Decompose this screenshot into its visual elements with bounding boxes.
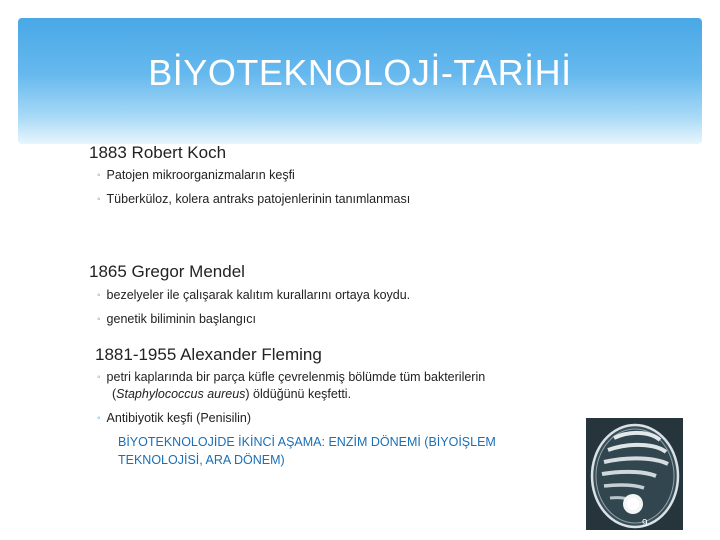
section-heading-mendel: 1865 Gregor Mendel xyxy=(89,262,245,281)
paren-open: ( xyxy=(112,387,117,401)
species-name: Staphylococcus aureus xyxy=(116,387,246,401)
bullet-icon: ◦ xyxy=(97,314,101,325)
page-number: 9 xyxy=(642,518,648,529)
list-item xyxy=(97,369,485,386)
list-item xyxy=(97,287,410,304)
bullet-text: bezelyeler ile çalışarak kalıtım kurallarını ortaya koydu. xyxy=(106,288,411,302)
bullet-icon: ◦ xyxy=(97,194,101,205)
slide-title: BİYOTEKNOLOJİ-TARİHİ xyxy=(148,52,572,93)
list-item xyxy=(97,410,251,427)
section-heading-koch: 1883 Robert Koch xyxy=(89,143,227,162)
note-line-1: BİYOTEKNOLOJİDE İKİNCİ AŞAMA: ENZİM DÖNEMİ (BİYOİŞLEM xyxy=(118,435,496,449)
bullet-icon: ◦ xyxy=(97,413,101,424)
bullet-icon: ◦ xyxy=(97,290,101,301)
bullet-text: Antibiyotik keşfi (Penisilin) xyxy=(106,411,252,425)
bullet-text: petri kaplarında bir parça küfle çevrelenmiş bölümde tüm bakterilerin xyxy=(106,370,486,384)
bullet-text: Patojen mikroorganizmaların keşfi xyxy=(106,168,295,182)
bullet-text-tail: ) öldüğünü keşfetti. xyxy=(245,387,352,401)
bullet-icon: ◦ xyxy=(97,170,101,181)
list-item xyxy=(97,167,295,184)
bullet-text: genetik biliminin başlangıcı xyxy=(106,312,256,326)
section-heading-fleming: 1881-1955 Alexander Fleming xyxy=(95,345,322,364)
petri-dish-image xyxy=(586,418,683,530)
note-line-2: TEKNOLOJİSİ, ARA DÖNEM) xyxy=(118,453,285,467)
bullet-icon: ◦ xyxy=(97,372,101,383)
list-item xyxy=(97,311,256,328)
bullet-text-continuation xyxy=(112,387,351,401)
bullet-text: Tüberküloz, kolera antraks patojenlerinin tanımlanması xyxy=(106,192,411,206)
list-item xyxy=(97,191,410,208)
